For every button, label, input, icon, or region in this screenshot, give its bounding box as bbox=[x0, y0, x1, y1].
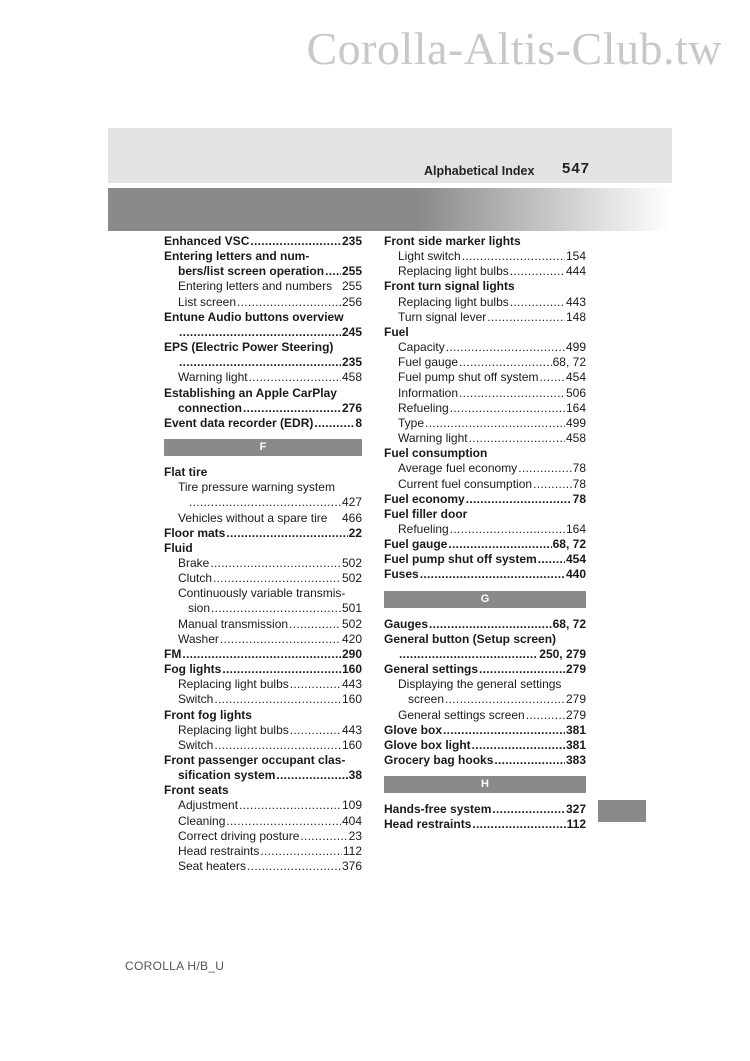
index-entry bbox=[164, 526, 362, 541]
index-entry-term: Switch bbox=[178, 692, 214, 707]
index-entry-term: Manual transmission bbox=[178, 616, 289, 631]
index-entry-term: Replacing light bulbs bbox=[178, 722, 289, 737]
dot-leader bbox=[538, 552, 565, 567]
index-entry-page: 255 bbox=[341, 264, 362, 279]
index-entry-page: 250, 279 bbox=[539, 646, 586, 661]
index-heading: Fuel consumption bbox=[384, 446, 488, 461]
index-heading: Fuel filler door bbox=[384, 506, 468, 521]
index-entry-page: 502 bbox=[341, 616, 362, 631]
index-entry-term: Entering letters and numbers bbox=[178, 279, 333, 294]
index-entry-term: Capacity bbox=[398, 340, 445, 355]
dot-leader bbox=[429, 617, 552, 632]
index-entry-page: 454 bbox=[565, 370, 586, 385]
dot-leader bbox=[459, 386, 565, 401]
index-group-g bbox=[384, 617, 586, 769]
index-entry-term: Seat heaters bbox=[178, 859, 247, 874]
dot-leader bbox=[214, 738, 341, 753]
index-entry-page: 8 bbox=[355, 415, 362, 430]
index-entry-page: 454 bbox=[565, 552, 586, 567]
index-entry-term: Brake bbox=[178, 555, 210, 570]
index-entry bbox=[164, 844, 362, 859]
index-entry-term: FM bbox=[164, 646, 182, 661]
index-entry bbox=[384, 477, 586, 492]
dot-leader bbox=[290, 723, 341, 738]
index-entry bbox=[164, 571, 362, 586]
index-entry-page: 420 bbox=[341, 631, 362, 646]
dot-leader bbox=[237, 295, 341, 310]
index-entry-term: General settings screen bbox=[398, 707, 525, 722]
index-entry bbox=[164, 723, 362, 738]
dot-leader bbox=[450, 522, 565, 537]
index-entry bbox=[384, 370, 586, 385]
index-entry-page: 148 bbox=[565, 309, 586, 324]
index-entry-page: 160 bbox=[341, 737, 362, 752]
index-heading: Front passenger occupant clas- bbox=[164, 753, 346, 767]
header-gradient-bar bbox=[108, 188, 672, 231]
dot-leader bbox=[445, 692, 565, 707]
index-entry-page: 154 bbox=[565, 249, 586, 264]
index-entry bbox=[384, 552, 586, 567]
index-entry-page: 383 bbox=[565, 753, 586, 767]
index-entry-page: 279 bbox=[565, 692, 586, 707]
index-entry-term: Turn signal lever bbox=[398, 309, 487, 324]
index-column-left bbox=[164, 234, 362, 874]
index-entry-term: connection bbox=[178, 400, 243, 415]
dot-leader bbox=[462, 249, 565, 264]
index-entry-page: 499 bbox=[565, 415, 586, 430]
index-entry-term: Cleaning bbox=[178, 813, 226, 828]
index-entry-page: 502 bbox=[341, 571, 362, 586]
index-entry-term: Fuel gauge bbox=[384, 537, 448, 552]
index-entry bbox=[384, 723, 586, 738]
index-entry-page: 376 bbox=[341, 859, 362, 874]
dot-leader bbox=[289, 617, 341, 632]
index-group-h bbox=[384, 802, 586, 832]
index-entry bbox=[164, 677, 362, 692]
index-entry bbox=[164, 859, 362, 874]
index-entry-page: 502 bbox=[341, 555, 362, 570]
index-entry-term: Correct driving posture bbox=[178, 828, 300, 843]
index-entry-page: 255 bbox=[341, 279, 362, 294]
index-entry-term: Replacing light bulbs bbox=[178, 677, 289, 692]
index-entry bbox=[384, 295, 586, 310]
dot-leader bbox=[247, 859, 341, 874]
index-entry-term: Fog lights bbox=[164, 662, 222, 677]
index-entry-page: 68, 72 bbox=[552, 616, 586, 631]
index-entry bbox=[384, 522, 586, 537]
index-entry-term: Hands-free system bbox=[384, 802, 492, 817]
dot-leader bbox=[487, 310, 565, 325]
index-entry bbox=[384, 461, 586, 476]
index-heading: Front turn signal lights bbox=[384, 279, 515, 294]
dot-leader bbox=[300, 829, 347, 844]
index-entry bbox=[384, 802, 586, 817]
index-entry bbox=[164, 829, 362, 844]
index-heading: Front seats bbox=[164, 783, 229, 798]
index-entry-page: 78 bbox=[572, 476, 586, 491]
index-entry-page: 235 bbox=[341, 355, 362, 370]
index-heading: Front side marker lights bbox=[384, 234, 521, 248]
index-entry bbox=[384, 617, 586, 632]
index-entry-page: 68, 72 bbox=[552, 355, 586, 370]
chapter-side-tab bbox=[598, 800, 646, 822]
dot-leader bbox=[189, 495, 341, 510]
index-entry bbox=[384, 355, 586, 370]
dot-leader bbox=[214, 692, 341, 707]
index-entry bbox=[384, 753, 586, 768]
index-entry-page: 381 bbox=[565, 722, 586, 737]
index-entry bbox=[384, 662, 586, 677]
dot-leader bbox=[420, 567, 565, 582]
index-entry-page: 279 bbox=[565, 662, 586, 677]
index-entry-term: Fuel pump shut off system bbox=[398, 370, 539, 385]
index-entry-page: 68, 72 bbox=[552, 537, 586, 552]
dot-leader bbox=[510, 295, 565, 310]
index-entry-term: bers/list screen operation bbox=[178, 264, 325, 279]
index-heading: Front fog lights bbox=[164, 707, 252, 722]
index-entry bbox=[164, 355, 362, 370]
index-entry bbox=[164, 662, 362, 677]
index-heading: EPS (Electric Power Steering) bbox=[164, 340, 334, 355]
index-entry bbox=[384, 537, 586, 552]
index-group-f bbox=[164, 465, 362, 874]
index-entry-term: Washer bbox=[178, 631, 219, 646]
index-entry-term: General settings bbox=[384, 662, 479, 677]
index-entry-term: Replacing light bulbs bbox=[398, 264, 509, 279]
index-entry-page: 22 bbox=[348, 525, 362, 540]
index-entry bbox=[384, 567, 586, 582]
dot-leader bbox=[446, 340, 565, 355]
index-entry-page: 458 bbox=[341, 370, 362, 385]
index-entry bbox=[164, 738, 362, 753]
index-entry-page: 458 bbox=[565, 431, 586, 446]
index-heading: Continuously variable transmis- bbox=[178, 586, 346, 601]
index-group-f-continued bbox=[384, 234, 586, 583]
dot-leader bbox=[179, 325, 341, 340]
index-entry-term: Adjustment bbox=[178, 798, 239, 813]
index-entry bbox=[384, 310, 586, 325]
index-entry bbox=[164, 511, 362, 526]
index-heading: Fluid bbox=[164, 540, 193, 555]
index-entry bbox=[164, 768, 362, 783]
index-entry-term: Average fuel economy bbox=[398, 461, 518, 476]
index-entry-page: 499 bbox=[565, 340, 586, 355]
page-number: 547 bbox=[562, 160, 591, 177]
section-header-h: H bbox=[384, 776, 586, 793]
index-entry bbox=[384, 386, 586, 401]
dot-leader bbox=[226, 526, 347, 541]
dot-leader bbox=[243, 401, 341, 416]
index-entry bbox=[384, 416, 586, 431]
index-entry-term: Fuses bbox=[384, 567, 419, 582]
dot-leader bbox=[448, 537, 551, 552]
index-entry-term: Fuel gauge bbox=[398, 355, 459, 370]
index-entry-page: 427 bbox=[341, 495, 362, 510]
dot-leader bbox=[469, 431, 565, 446]
index-entry-term: Grocery bag hooks bbox=[384, 753, 494, 767]
index-group-e bbox=[164, 234, 362, 431]
index-entry-term: Enhanced VSC bbox=[164, 234, 250, 248]
index-entry-page: 245 bbox=[341, 324, 362, 339]
index-entry-page: 443 bbox=[565, 294, 586, 309]
index-entry-page: 164 bbox=[565, 400, 586, 415]
dot-leader bbox=[479, 662, 565, 677]
index-entry-page: 443 bbox=[341, 677, 362, 692]
index-entry-page: 23 bbox=[348, 828, 362, 843]
index-entry bbox=[164, 416, 362, 431]
index-entry-page: 78 bbox=[572, 461, 586, 476]
index-column-right bbox=[384, 234, 586, 832]
dot-leader bbox=[226, 814, 341, 829]
section-header-g: G bbox=[384, 591, 586, 608]
dot-leader bbox=[472, 738, 565, 753]
index-entry-term: Glove box bbox=[384, 722, 443, 737]
index-entry-page: 112 bbox=[342, 843, 362, 858]
index-entry bbox=[164, 234, 362, 249]
index-entry-page: 444 bbox=[565, 264, 586, 279]
index-entry-page: 38 bbox=[348, 768, 362, 783]
index-heading: Fuel bbox=[384, 324, 409, 339]
index-entry-term: Type bbox=[398, 415, 425, 430]
dot-leader bbox=[239, 798, 341, 813]
index-entry-term: Event data recorder (EDR) bbox=[164, 415, 314, 430]
index-entry bbox=[164, 632, 362, 647]
index-entry bbox=[164, 814, 362, 829]
dot-leader bbox=[250, 234, 341, 249]
dot-leader bbox=[518, 461, 571, 476]
index-entry-page: 290 bbox=[341, 646, 362, 661]
index-entry-term: Warning light bbox=[398, 431, 468, 446]
watermark: Corolla-Altis-Club.tw bbox=[306, 23, 722, 74]
index-entry-term: Replacing light bulbs bbox=[398, 294, 509, 309]
index-entry bbox=[164, 401, 362, 416]
index-entry bbox=[384, 249, 586, 264]
dot-leader bbox=[213, 571, 341, 586]
dot-leader bbox=[450, 401, 565, 416]
index-entry bbox=[164, 264, 362, 279]
index-entry-page: 256 bbox=[341, 294, 362, 309]
index-entry bbox=[384, 647, 586, 662]
index-entry-term: Switch bbox=[178, 737, 214, 752]
page-title: Alphabetical Index bbox=[424, 164, 535, 178]
section-header-f: F bbox=[164, 439, 362, 456]
index-entry bbox=[384, 401, 586, 416]
dot-leader bbox=[533, 477, 572, 492]
index-entry-term: Current fuel consumption bbox=[398, 476, 533, 491]
index-entry-page: 443 bbox=[341, 722, 362, 737]
index-entry-term: Warning light bbox=[178, 370, 248, 385]
dot-leader bbox=[210, 556, 341, 571]
index-entry bbox=[164, 495, 362, 510]
index-entry-term: Fuel economy bbox=[384, 491, 465, 506]
dot-leader bbox=[540, 370, 565, 385]
index-entry bbox=[164, 647, 362, 662]
index-heading: Entering letters and num- bbox=[164, 249, 310, 264]
index-entry bbox=[384, 340, 586, 355]
dot-leader bbox=[466, 492, 572, 507]
index-entry-page: 164 bbox=[565, 521, 586, 536]
index-entry-page: 440 bbox=[565, 567, 586, 582]
index-entry-term: Refueling bbox=[398, 400, 449, 415]
index-entry-term: screen bbox=[408, 692, 445, 707]
index-entry-term: List screen bbox=[178, 294, 237, 309]
dot-leader bbox=[510, 264, 565, 279]
index-entry bbox=[384, 492, 586, 507]
index-entry bbox=[164, 279, 362, 294]
index-entry bbox=[384, 738, 586, 753]
index-entry bbox=[164, 601, 362, 616]
dot-leader bbox=[472, 817, 565, 832]
index-entry-page: 381 bbox=[565, 737, 586, 752]
dot-leader bbox=[399, 647, 538, 662]
dot-leader bbox=[220, 632, 341, 647]
index-entry-term: Head restraints bbox=[178, 843, 260, 858]
index-entry bbox=[384, 817, 586, 832]
dot-leader bbox=[425, 416, 565, 431]
index-entry bbox=[384, 708, 586, 723]
index-entry-page: 160 bbox=[341, 662, 362, 677]
index-entry-page: 404 bbox=[341, 813, 362, 828]
dot-leader bbox=[211, 601, 341, 616]
index-entry-term: sion bbox=[188, 601, 211, 616]
index-entry-page: 501 bbox=[341, 601, 362, 616]
index-entry-term: Clutch bbox=[178, 571, 213, 586]
index-entry bbox=[164, 325, 362, 340]
index-entry-page: 160 bbox=[341, 692, 362, 707]
index-entry bbox=[384, 431, 586, 446]
index-entry-term: Refueling bbox=[398, 521, 449, 536]
index-entry-page: 279 bbox=[565, 707, 586, 722]
dot-leader bbox=[179, 355, 341, 370]
index-heading: Tire pressure warning system bbox=[178, 480, 335, 495]
index-heading: Establishing an Apple CarPlay bbox=[164, 385, 337, 400]
index-entry-term: Fuel pump shut off system bbox=[384, 552, 537, 567]
index-entry bbox=[164, 556, 362, 571]
dot-leader bbox=[222, 662, 341, 677]
index-entry bbox=[164, 798, 362, 813]
index-heading: General button (Setup screen) bbox=[384, 631, 557, 646]
index-entry bbox=[164, 617, 362, 632]
index-entry bbox=[164, 692, 362, 707]
dot-leader bbox=[260, 844, 341, 859]
dot-leader bbox=[325, 264, 341, 279]
index-entry-term: Information bbox=[398, 385, 459, 400]
dot-leader bbox=[290, 677, 341, 692]
index-heading: Flat tire bbox=[164, 465, 208, 480]
index-entry-page: 327 bbox=[565, 802, 586, 817]
index-entry-term: Gauges bbox=[384, 616, 429, 631]
index-heading: Displaying the general settings bbox=[398, 677, 562, 692]
index-entry-term: Head restraints bbox=[384, 817, 472, 832]
index-entry-term: Vehicles without a spare tire bbox=[178, 510, 328, 525]
index-entry bbox=[384, 692, 586, 707]
index-entry-page: 112 bbox=[566, 817, 586, 832]
dot-leader bbox=[182, 647, 341, 662]
index-entry-term: Floor mats bbox=[164, 525, 226, 540]
footer-model-code: COROLLA H/B_U bbox=[125, 959, 225, 973]
index-entry bbox=[164, 295, 362, 310]
index-entry-page: 109 bbox=[341, 798, 362, 813]
index-entry bbox=[164, 370, 362, 385]
dot-leader bbox=[459, 355, 552, 370]
dot-leader bbox=[314, 416, 354, 431]
index-entry-term: Glove box light bbox=[384, 737, 471, 752]
dot-leader bbox=[526, 708, 565, 723]
index-entry-page: 466 bbox=[341, 510, 362, 525]
index-entry-page: 276 bbox=[341, 400, 362, 415]
index-entry-term: Light switch bbox=[398, 249, 461, 264]
index-entry-page: 78 bbox=[572, 491, 586, 506]
index-entry bbox=[384, 264, 586, 279]
dot-leader bbox=[492, 802, 565, 817]
index-heading: Entune Audio buttons overview bbox=[164, 309, 344, 324]
index-entry-page: 235 bbox=[341, 234, 362, 248]
dot-leader bbox=[249, 370, 341, 385]
dot-leader bbox=[443, 723, 565, 738]
dot-leader bbox=[276, 768, 347, 783]
index-entry-term: sification system bbox=[178, 768, 276, 783]
dot-leader bbox=[494, 753, 565, 768]
index-entry-page: 506 bbox=[565, 385, 586, 400]
